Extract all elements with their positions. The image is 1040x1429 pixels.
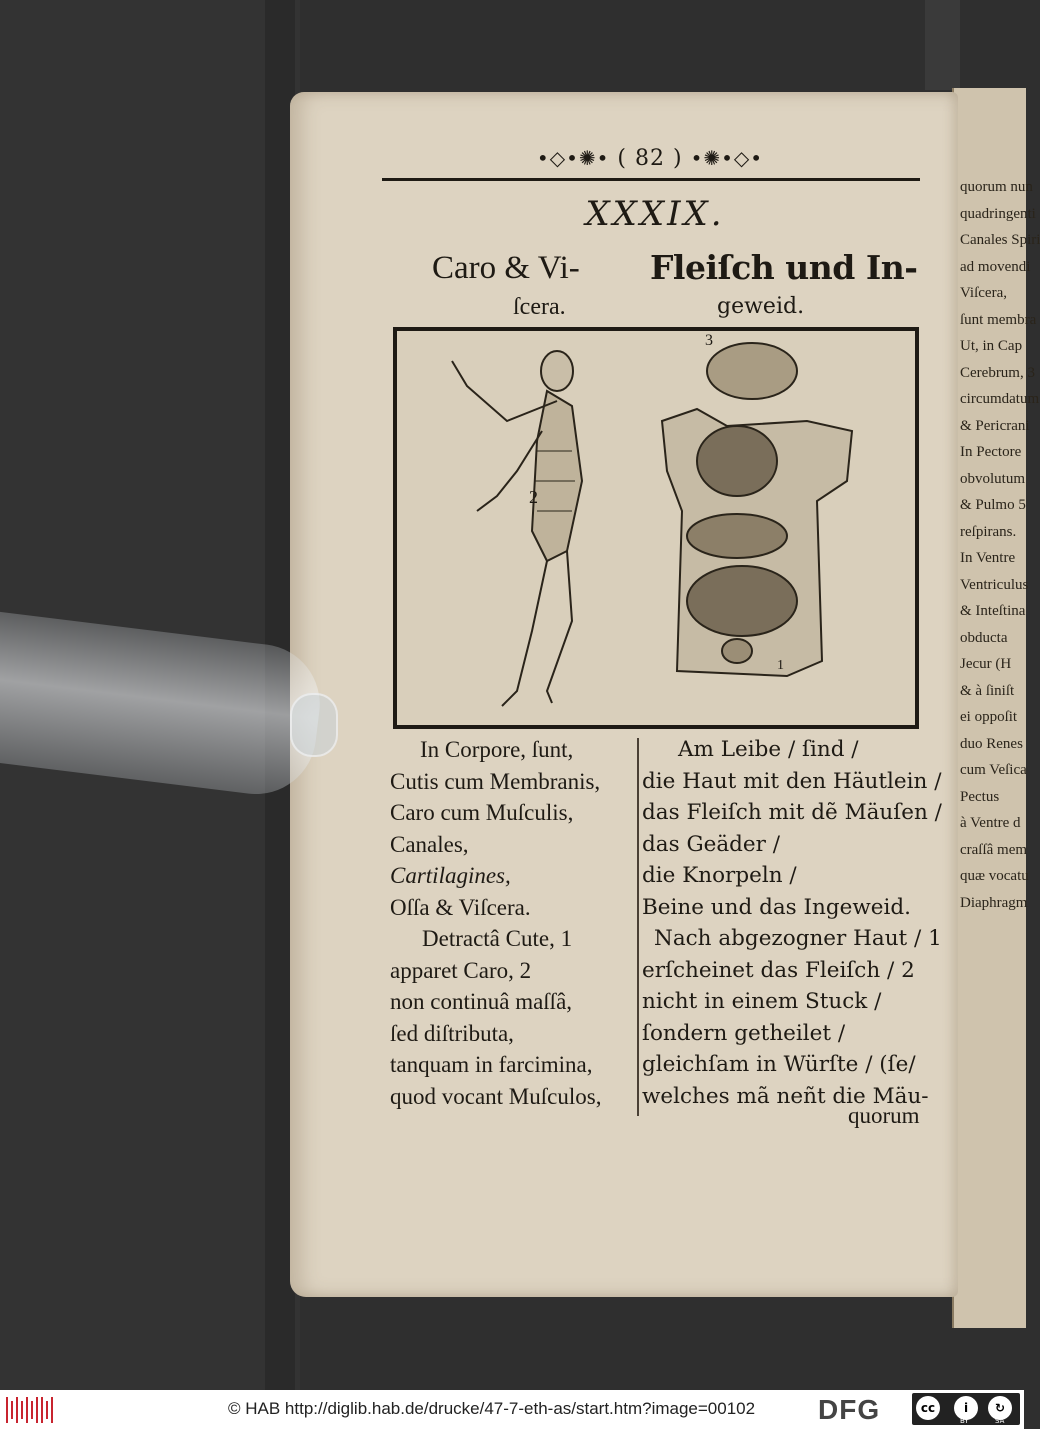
next-page-line: quæ vocatu <box>960 868 1029 884</box>
next-page-line: Viſcera, <box>960 285 1007 301</box>
header-rule <box>382 178 920 181</box>
german-line: gleichſam in Würſte / (ſe/ <box>642 1052 916 1077</box>
german-line: die Knorpeln / <box>642 863 797 888</box>
next-page-line: cum Veſica <box>960 762 1027 778</box>
title-german-line1: Fleiſch und In- <box>650 248 918 287</box>
glass-clip-tip <box>290 693 338 757</box>
german-line: Nach abgezogner Haut / 1 <box>654 926 942 951</box>
next-page-line: In Ventre <box>960 550 1016 566</box>
next-page-line: à Ventre d <box>960 815 1021 831</box>
next-page-line: ad movendi <box>960 258 1031 275</box>
next-page-line: Ventriculus <box>960 576 1029 593</box>
next-page-line: Jecur (H <box>960 656 1012 672</box>
next-page-line: & Inteſtina <box>960 603 1026 619</box>
next-page-line: ſunt membra <box>960 311 1037 328</box>
german-line: das Geäder / <box>642 831 781 857</box>
latin-line: Canales, <box>390 831 469 857</box>
latin-line: tanquam in farcimina, <box>390 1052 593 1077</box>
title-latin-line2: ſcera. <box>513 294 566 320</box>
german-line: ſondern getheilet / <box>642 1020 846 1046</box>
next-page-line: & à ſiniſt <box>960 682 1015 699</box>
german-line: erſcheinet das Fleiſch / 2 <box>642 957 915 983</box>
catchword: quorum <box>848 1103 920 1128</box>
next-page-fragment <box>952 88 1040 1328</box>
figure-label-1: 1 <box>777 658 784 673</box>
next-page-line: & Pericrani <box>960 417 1030 434</box>
german-line: die Haut mit den Häutlein / <box>642 768 942 794</box>
latin-line: Caro cum Muſculis, <box>390 800 574 825</box>
next-page-line: Ut, in Cap <box>960 338 1023 354</box>
book-edge <box>925 0 960 90</box>
cc-license-badge[interactable] <box>912 1393 1020 1425</box>
anatomy-woodcut <box>393 327 919 729</box>
german-line: Beine und das Ingeweid. <box>642 894 911 920</box>
share-alike-icon: ↻ <box>988 1396 1012 1420</box>
attribution-icon: i <box>954 1396 978 1420</box>
chapter-number: XXXIX. <box>585 194 725 234</box>
page-number: ( 82 ) <box>617 146 683 171</box>
next-page-line: reſpirans. <box>960 523 1017 540</box>
cc-icon: cc <box>916 1396 940 1420</box>
next-page-line: Cerebrum, 3 <box>960 364 1035 381</box>
standing-figure <box>452 351 582 706</box>
figure-label-2: 2 <box>529 487 538 507</box>
ornament-right: •✺•◇• <box>690 146 764 170</box>
title-latin-line1: Caro & Vi- <box>432 250 580 286</box>
next-page-line: Diaphragm <box>960 894 1028 911</box>
ornament-left: •◇•✺• <box>536 146 610 170</box>
next-page-line: circumdatum <box>960 391 1040 407</box>
next-page-line: In Pectore <box>960 444 1022 460</box>
latin-line: Oſſa & Viſcera. <box>390 894 531 920</box>
column-divider <box>637 738 639 1116</box>
latin-line: Cutis cum Membranis, <box>390 768 601 794</box>
next-page-line: duo Renes <box>960 735 1023 752</box>
latin-line: ſed diſtributa, <box>390 1020 514 1046</box>
next-page-line: & Pulmo 5 <box>960 497 1026 513</box>
german-line: Am Leibe / ſind / <box>678 737 859 762</box>
next-page-line: ei oppoſit <box>960 709 1018 725</box>
german-line: das Fleiſch mit dẽ Mäuſen / <box>642 800 942 825</box>
german-column <box>642 734 942 1112</box>
dfg-logo[interactable]: DFG <box>818 1394 881 1425</box>
german-line: nicht in einem Stuck / <box>642 989 882 1014</box>
page-header <box>500 146 800 176</box>
latin-line: quod vocant Muſculos, <box>390 1083 602 1109</box>
figure-label-3: 3 <box>705 332 713 349</box>
next-page-line: quorum nun <box>960 179 1033 195</box>
next-page-line: quadringenti <box>960 205 1036 222</box>
torso-figure <box>662 343 852 676</box>
german-line: welches mã neñt die Mäu- <box>642 1083 929 1109</box>
next-page-line: Pectus <box>960 788 1000 805</box>
barcode-icon <box>6 1397 53 1423</box>
next-page-line: Canales Spiri <box>960 232 1040 248</box>
latin-line: Detractâ Cute, 1 <box>422 926 573 951</box>
next-page-line: craſſâ mem <box>960 841 1028 858</box>
cc-sa-label: SA <box>995 1417 1005 1425</box>
cc-by-label: BY <box>960 1417 969 1425</box>
latin-line: non continuâ maſſâ, <box>390 989 573 1014</box>
next-page-line: obvolutum <box>960 470 1026 487</box>
next-page-line: obducta <box>960 629 1008 646</box>
next-page-text <box>960 174 1040 916</box>
latin-line: In Corpore, ſunt, <box>420 737 574 762</box>
copyright-link[interactable]: © HAB http://diglib.hab.de/drucke/47-7-eth-as/start.htm?image=00102 <box>228 1399 756 1418</box>
title-german-line2: geweid. <box>717 294 805 319</box>
latin-column <box>390 734 638 1112</box>
latin-line: apparet Caro, 2 <box>390 957 532 983</box>
footer-bar <box>0 1390 1024 1429</box>
latin-line: Cartilagines, <box>390 863 511 888</box>
woodcut-illustration <box>397 331 915 725</box>
